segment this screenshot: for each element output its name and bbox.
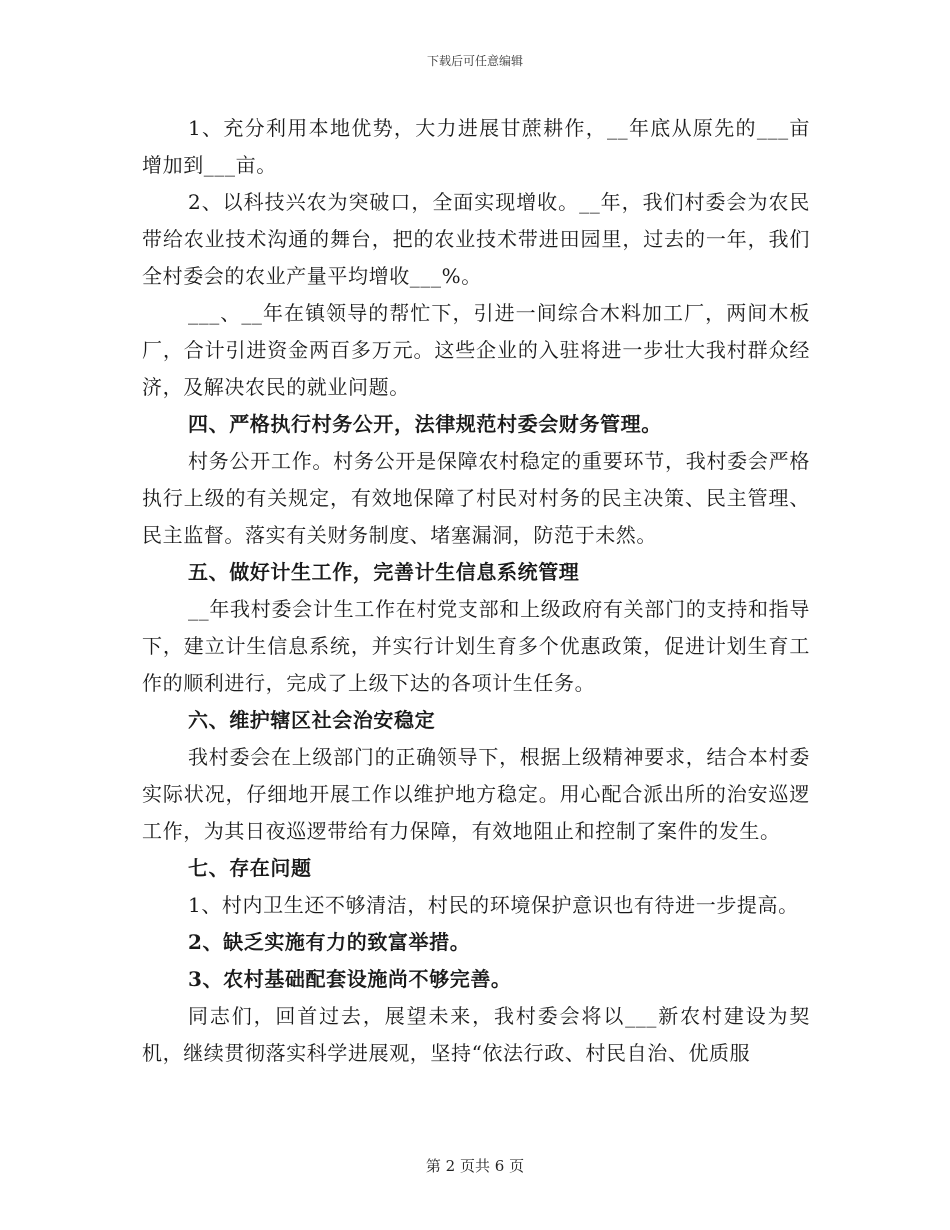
paragraph-1: 1、充分利用本地优势，大力进展甘蔗耕作，__年底从原先的___亩增加到___亩。 (142, 116, 810, 177)
paragraph-2: 2、以科技兴农为突破口，全面实现增收。__年，我们村委会为农民带给农业技术沟通的舞台，把的农业技术带进田园里，过去的一年，我们全村委会的农业产量平均增收___%。 (142, 190, 810, 288)
issue-item-1: 1、村内卫生还不够清洁，村民的环境保护意识也有待进一步提高。 (188, 893, 799, 917)
document-body (142, 110, 810, 1072)
paragraph-family-planning: __年我村委会计生工作在村党支部和上级政府有关部门的支持和指导下，建立计生信息系统，并实行计划生育多个优惠政策，促进计划生育工作的顺利进行，完成了上级下达的各项计生任务。 (142, 597, 810, 695)
section-heading-4: 四、严格执行村务公开，法律规范村委会财务管理。 (188, 412, 662, 436)
section-heading-7: 七、存在问题 (188, 856, 312, 880)
paragraph-closing: 同志们，回首过去，展望未来，我村委会将以___新农村建设为契机，继续贯彻落实科学进展观，坚持“依法行政、村民自治、优质服 (142, 1004, 810, 1065)
page-header: 下载后可任意编辑 (426, 54, 523, 68)
page-footer: 第 2 页共 6 页 (425, 1157, 525, 1175)
paragraph-public-security: 我村委会在上级部门的正确领导下，根据上级精神要求，结合本村委实际状况，仔细地开展工作以维护地方稳定。用心配合派出所的治安巡逻工作，为其日夜巡逻带给有力保障，有效地阻止和控制了案件的发生。 (142, 745, 810, 843)
section-heading-5: 五、做好计生工作，完善计生信息系统管理 (188, 560, 580, 584)
paragraph-3: ___、__年在镇领导的帮忙下，引进一间综合木料加工厂，两间木板厂，合计引进资金两百多万元。这些企业的入驻将进一步壮大我村群众经济，及解决农民的就业问题。 (142, 301, 810, 399)
section-heading-6: 六、维护辖区社会治安稳定 (188, 708, 436, 732)
issue-item-3: 3、农村基础配套设施尚不够完善。 (188, 967, 512, 991)
issue-item-2: 2、缺乏实施有力的致富举措。 (188, 930, 471, 954)
paragraph-village-affairs: 村务公开工作。村务公开是保障农村稳定的重要环节，我村委会严格执行上级的有关规定，有效地保障了村民对村务的民主决策、民主管理、民主监督。落实有关财务制度、堵塞漏洞，防范于未然。 (142, 449, 810, 547)
